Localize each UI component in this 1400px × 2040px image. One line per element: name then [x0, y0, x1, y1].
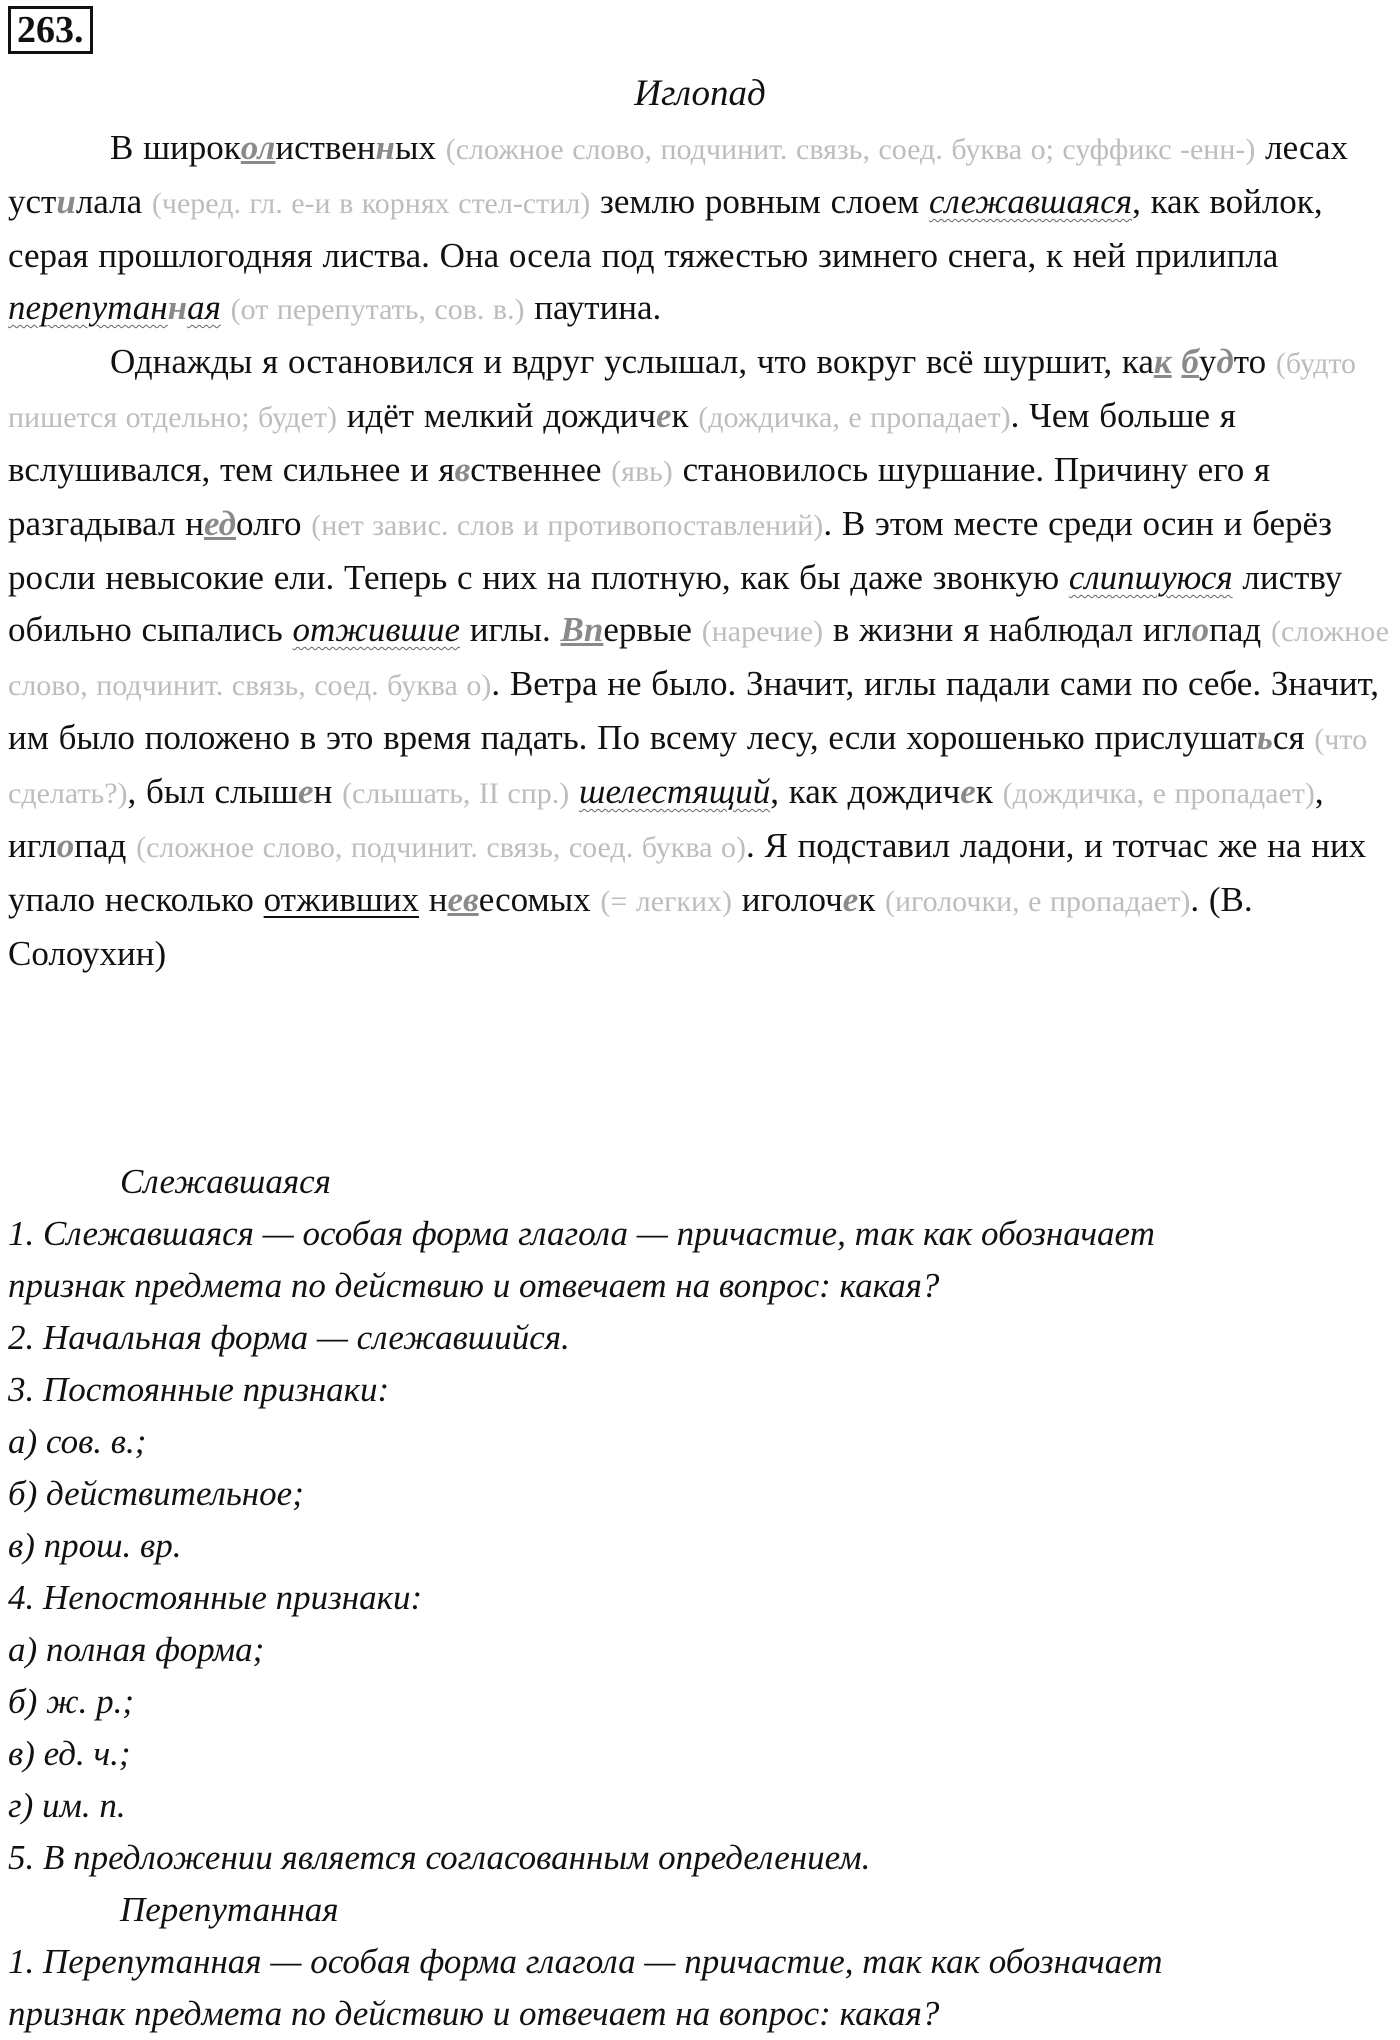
participle-word: слипшуюся [1068, 558, 1233, 597]
text-run: . (В. Солоухин) [8, 880, 1253, 973]
analysis-line: 5. В предложении является согласованным определением. [8, 1838, 871, 1877]
participle-word: ая [187, 288, 221, 327]
text-run: то [1233, 342, 1276, 381]
grammar-note: (сложное слово, подчинит. связь, соед. буква о) [136, 831, 746, 864]
highlighted-letter-underlined: ев [447, 880, 479, 919]
participle-word: шелестящий [579, 772, 771, 811]
text-run: у [1198, 342, 1217, 381]
highlighted-letter-underlined: ед [203, 504, 236, 543]
grammar-note: (слышать, II спр.) [342, 777, 570, 810]
text-run [1172, 342, 1182, 381]
analysis-line: г) им. п. [8, 1786, 126, 1825]
analysis-line: б) ж. р.; [8, 1682, 134, 1721]
grammar-note: (от перепутать, сов. в.) [230, 293, 525, 326]
grammar-note: (дождичка, е пропадает) [698, 401, 1011, 434]
grammar-note: (наречие) [701, 615, 824, 648]
highlighted-letter-underlined: ол [240, 128, 276, 167]
text-run: В широк [110, 128, 241, 167]
grammar-note: (что сделать?) [8, 723, 1368, 810]
text-run: . Ветра не было. Значит, иглы падали сами по себе. Значит, им было положено в это время падать. По всему лесу, если хорошенько прислушат [8, 664, 1379, 757]
text-run: иглы. [460, 610, 561, 649]
analysis-line: 2. Начальная форма — слежавшийся. [8, 1318, 570, 1357]
text-run: ервые [603, 610, 702, 649]
grammar-note: (иголочки, е пропадает) [885, 885, 1191, 918]
analysis-line: признак предмета по действию и отвечает на вопрос: какая? [8, 1994, 940, 2033]
analysis-line: 3. Постоянные признаки: [8, 1370, 390, 1409]
paragraph [8, 336, 1400, 980]
participle-word: отжившие [292, 610, 460, 649]
text-run: паутина. [524, 288, 662, 327]
highlighted-letter: н [375, 128, 395, 167]
grammar-note: (= легких) [600, 885, 733, 918]
analysis-heading: Слежавшаяся [120, 1162, 331, 1201]
grammar-note: (черед. гл. е-и в корнях стел-стил) [151, 187, 591, 220]
analysis-line: а) сов. в.; [8, 1422, 147, 1461]
highlighted-letter: в [454, 450, 471, 489]
text-run: в жизни я наблюдал игл [823, 610, 1192, 649]
highlighted-letter-underlined: б [1181, 342, 1199, 381]
analysis-line: 4. Непостоянные признаки: [8, 1578, 423, 1617]
text-run: иголоч [732, 880, 843, 919]
analysis-line: а) полная форма; [8, 1630, 265, 1669]
text-run: пад [1209, 610, 1271, 649]
analysis-line: 1. Слежавшаяся — особая форма глагола — причастие, так как обозначает [8, 1214, 1155, 1253]
highlighted-letter: е [960, 772, 976, 811]
highlighted-letter: о [1191, 610, 1210, 649]
text-run: , как дождич [770, 772, 961, 811]
text-run: есомых [478, 880, 601, 919]
grammar-note: (нет завис. слов и противопоставлений) [311, 509, 824, 542]
highlighted-letter-underlined: к [1153, 342, 1172, 381]
analysis-line: б) действительное; [8, 1474, 304, 1513]
text-run: ся [1272, 718, 1315, 757]
text-run: становилось шуршание. Причину его я разгадывал н [8, 450, 1271, 543]
text-run: . В этом месте среди осин и берёз росли невысокие ели. Теперь с них на плотную, как бы даже звонкую [8, 504, 1332, 597]
analysis-line: в) ед. ч.; [8, 1734, 131, 1773]
text-run: ых [394, 128, 446, 167]
analysis-heading: Перепутанная [120, 1890, 339, 1929]
underlined-word: отживших [263, 880, 420, 919]
participle-word: слежавшаяся [928, 182, 1133, 221]
grammar-note: (сложное слово, подчинит. связь, соед. буква о; суффикс -енн-) [445, 133, 1256, 166]
grammar-note: (будто пишется отдельно; будет) [8, 347, 1357, 434]
text-run: пад [74, 826, 137, 865]
main-text [8, 122, 1400, 980]
grammar-note: (явь) [611, 455, 673, 488]
text-run: . Чем больше я вслушивался, тем сильнее и я [8, 396, 1236, 489]
text-run: , был слыш [127, 772, 299, 811]
text-run: олго [235, 504, 312, 543]
analysis-line: в) прош. вр. [8, 1526, 182, 1565]
text-run: , игл [8, 772, 1324, 865]
text-run: землю ровным слоем [590, 182, 929, 221]
task-number: 263. [8, 6, 93, 54]
text-run: Однажды я остановился и вдруг услышал, что вокруг всё шуршит, ка [110, 342, 1154, 381]
text-run: лала [75, 182, 152, 221]
highlighted-letter: ь [1256, 718, 1273, 757]
paragraph [8, 122, 1400, 336]
participle-word: перепутан [8, 288, 168, 327]
highlighted-letter: д [1216, 342, 1234, 381]
text-title: Иглопад [634, 73, 766, 114]
text-run: листву обильно сыпались [8, 558, 1343, 649]
text-run: к [858, 880, 885, 919]
text-run: н [419, 880, 448, 919]
text-run: лесах уст [8, 128, 1349, 221]
highlighted-letter: е [298, 772, 314, 811]
analysis-line: 1. Перепутанная — особая форма глагола — причастие, так как обозначает [8, 1942, 1163, 1981]
text-run: ственнее [470, 450, 612, 489]
text-run: к [975, 772, 1003, 811]
text-run: идёт мелкий дождич [336, 396, 656, 435]
highlighted-letter: е [842, 880, 859, 919]
text-run [569, 772, 579, 811]
grammar-note: (дождичка, е пропадает) [1002, 777, 1315, 810]
text-run: н [313, 772, 343, 811]
analysis-line: признак предмета по действию и отвечает на вопрос: какая? [8, 1266, 940, 1305]
highlighted-letter: е [655, 396, 672, 435]
text-run: иствен [275, 128, 376, 167]
highlighted-letter: о [56, 826, 75, 865]
text-run: , как войлок, серая прошлогодняя листва. Она осела под тяжестью зимнего снега, к ней прилипла [8, 182, 1323, 275]
text-run: . Я подставил ладони, и тотчас же на них упало несколько [8, 826, 1367, 919]
highlighted-letter: и [56, 182, 76, 221]
highlighted-letter-underlined: Вп [560, 610, 604, 649]
text-run [221, 288, 231, 327]
text-run: к [671, 396, 699, 435]
highlighted-letter: н [167, 288, 188, 327]
morphological-analysis [8, 1156, 1400, 2040]
grammar-note: (сложное слово, подчинит. связь, соед. буква о) [8, 615, 1389, 702]
